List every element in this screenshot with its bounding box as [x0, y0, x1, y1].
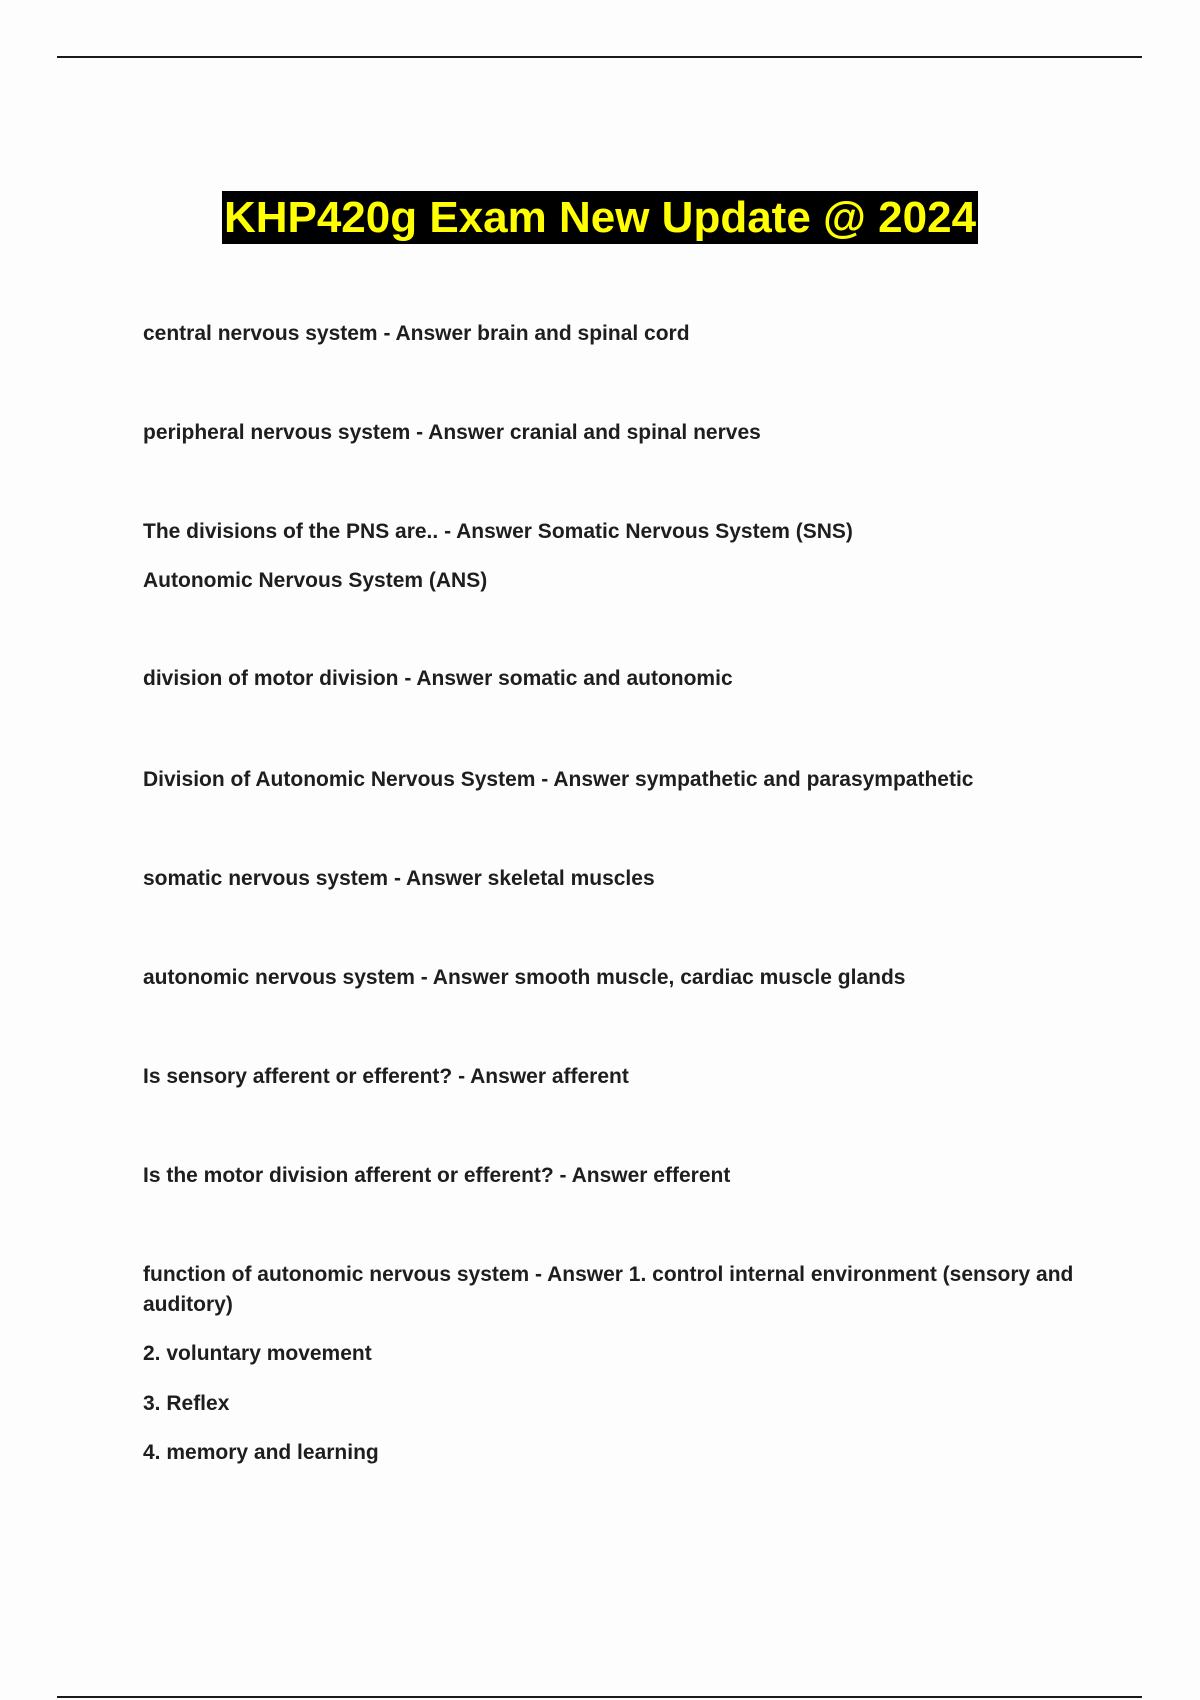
qa-entry-1: central nervous system - Answer brain and spinal cord — [143, 322, 690, 345]
bottom-rule — [57, 1696, 1142, 1698]
qa-entry-4: division of motor division - Answer somatic and autonomic — [143, 667, 733, 690]
qa-entry-9: Is the motor division afferent or efferent? - Answer efferent — [143, 1164, 731, 1187]
qa-entry-5: Division of Autonomic Nervous System - Answer sympathetic and parasympathetic — [143, 768, 974, 791]
qa-entry-2: peripheral nervous system - Answer cranial and spinal nerves — [143, 421, 761, 444]
qa-entry-3: The divisions of the PNS are.. - Answer Somatic Nervous System (SNS) — [143, 520, 853, 543]
qa-entry-8: Is sensory afferent or efferent? - Answer afferent — [143, 1065, 629, 1088]
qa-entry-3-continued: Autonomic Nervous System (ANS) — [143, 569, 488, 592]
document-title: KHP420g Exam New Update @ 2024 — [223, 193, 977, 242]
qa-entry-10: function of autonomic nervous system - Answer 1. control internal environment (sensory and auditory) — [143, 1263, 1074, 1316]
qa-entry-10-item-4: 4. memory and learning — [143, 1441, 379, 1464]
title-container — [0, 191, 1200, 244]
top-rule — [57, 56, 1142, 58]
qa-entry-6: somatic nervous system - Answer skeletal muscles — [143, 867, 655, 890]
qa-entry-10-item-3: 3. Reflex — [143, 1392, 230, 1415]
qa-entry-10-item-2: 2. voluntary movement — [143, 1342, 372, 1365]
qa-entry-7: autonomic nervous system - Answer smooth muscle, cardiac muscle glands — [143, 966, 906, 989]
